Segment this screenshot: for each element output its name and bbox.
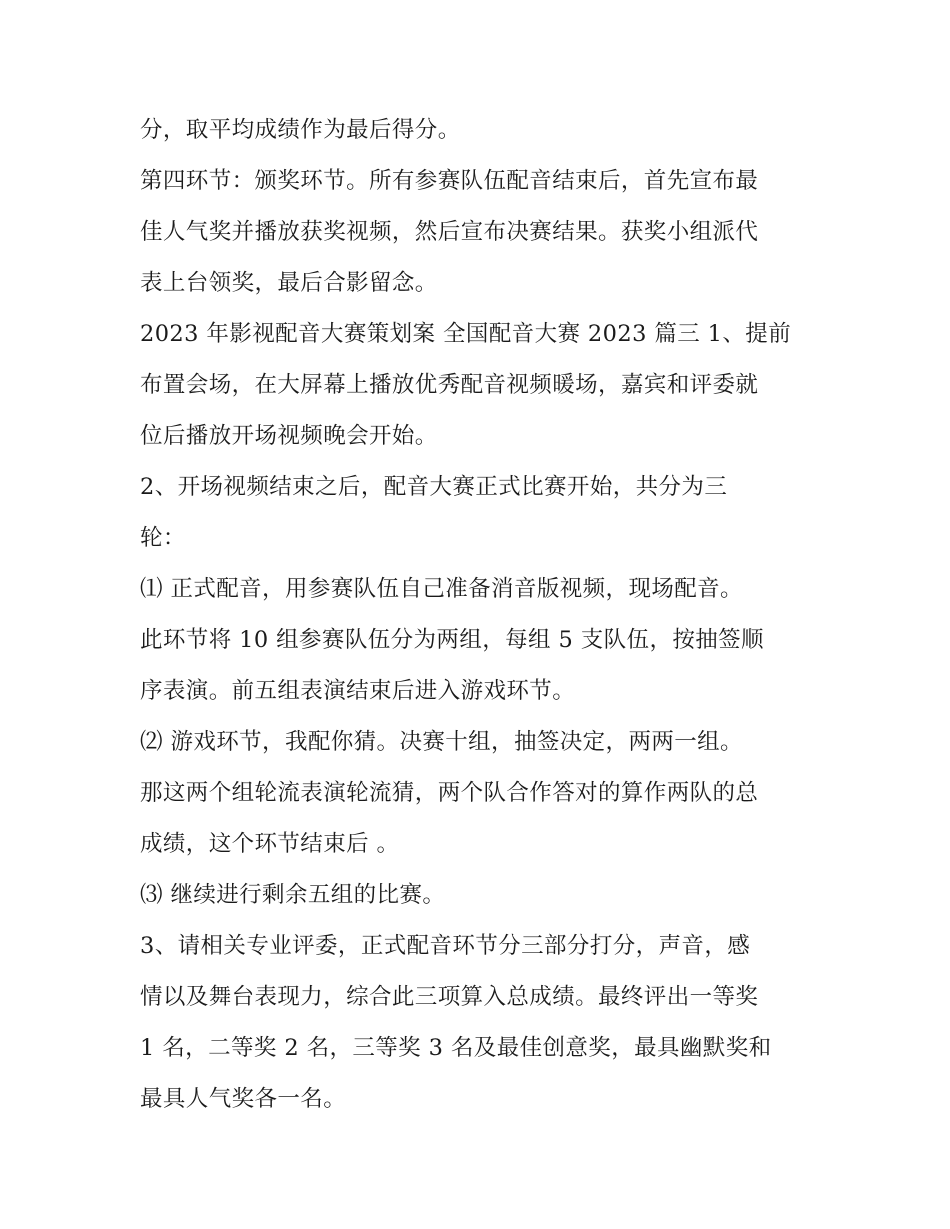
text-line: ⑴ 正式配音，用参赛队伍自己准备消音版视频，现场配音。 [140, 576, 743, 602]
text-line: 2、开场视频结束之后，配音大赛正式比赛开始，共分为三 [140, 474, 728, 500]
text-line: 第四环节：颁奖环节。所有参赛队伍配音结束后，首先宣布最 [140, 168, 759, 194]
text-line: 2023 年影视配音大赛策划案 全国配音大赛 2023 篇三 1、提前 [140, 321, 792, 347]
text-line: ⑵ 游戏环节，我配你猜。决赛十组，抽签决定，两两一组。 [140, 729, 743, 755]
text-line: 1 名，二等奖 2 名，三等奖 3 名及最佳创意奖，最具幽默奖和 [140, 1035, 772, 1061]
text-line: 此环节将 10 组参赛队伍分为两组，每组 5 支队伍，按抽签顺 [140, 627, 764, 653]
text-line: 位后播放开场视频晚会开始。 [140, 423, 438, 449]
text-line: 布置会场，在大屏幕上播放优秀配音视频暖场，嘉宾和评委就 [140, 372, 759, 398]
text-line: 3、请相关专业评委，正式配音环节分三部分打分，声音，感 [140, 933, 751, 959]
text-line: 成绩，这个环节结束后 。 [140, 831, 400, 857]
text-line: 那这两个组轮流表演轮流猜，两个队合作答对的算作两队的总 [140, 780, 759, 806]
text-line: 序表演。前五组表演结束后进入游戏环节。 [140, 678, 576, 704]
text-line: 情以及舞台表现力，综合此三项算入总成绩。最终评出一等奖 [140, 984, 759, 1010]
text-line: 最具人气奖各一名。 [140, 1086, 347, 1112]
text-line: 分，取平均成绩作为最后得分。 [140, 117, 461, 143]
text-line: 轮： [140, 525, 186, 551]
text-line: 佳人气奖并播放获奖视频，然后宣布决赛结果。获奖小组派代 [140, 219, 759, 245]
document-body [140, 105, 820, 1125]
text-line: ⑶ 继续进行剩余五组的比赛。 [140, 882, 446, 908]
text-line: 表上台领奖，最后合影留念。 [140, 270, 438, 296]
